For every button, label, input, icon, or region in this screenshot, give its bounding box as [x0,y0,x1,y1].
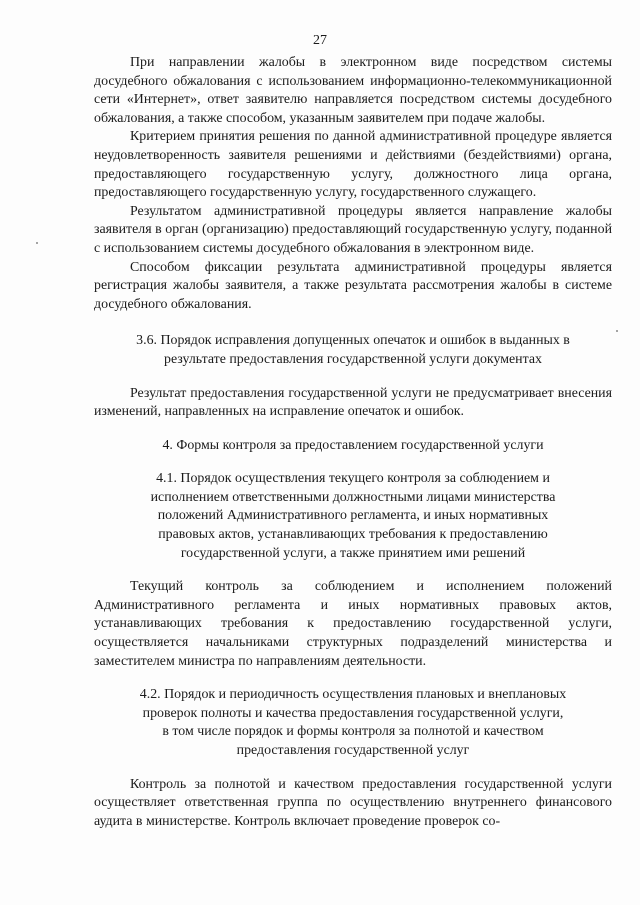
page-number: 27 [313,33,327,48]
heading-section-4-2: 4.2. Порядок и периодичность осуществления плановых и внеплановых проверок полноты и качества предоставления государственной услуги, в том числе порядок и формы контроля за полнотой и качеством предоставления государственной услуг [139,687,567,758]
heading-section-4-1: 4.1. Порядок осуществления текущего контроля за соблюдением и исполнением ответственными должностными лицами министерства положений Административного регламента, и иных нормативных правовых актов, устанавливающих требования к предоставлению государственной услуги, а также принятием ими решений [150,471,556,561]
scan-speck [616,330,618,332]
paragraph-quality-control: Контроль за полнотой и качеством предоставления государственной услуги осуществляет ответственная группа по осуществлению внутреннего финансового аудита в министерстве. Контроль включает проведение проверок со- [94,776,612,829]
paragraph-procedure-result: Результатом административной процедуры является направление жалобы заявителя в орган (организацию) предоставляющий государственную услугу, поданной с использованием системы досудебного обжалования в электронном виде. [94,203,612,256]
document-body [94,54,612,831]
paragraph-current-control: Текущий контроль за соблюдением и исполнением положений Административного регламента и иных нормативных правовых актов, устанавливающих требования к предоставлению государственной услуги, осуществляется начальниками структурных подразделений министерства и заместителем министра по направлениям деятельности. [94,579,612,669]
paragraph-decision-criterion: Критерием принятия решения по данной административной процедуре является неудовлетворенность заявителя решениями и действиями (бездействиями) органа, предоставляющего государственную услугу, должностного лица органа, предоставляющего государственную услугу, государственного служащего. [94,129,612,201]
paragraph-result-fixation: Способом фиксации результата административной процедуры является регистрация жалобы заявителя, а также результата рассмотрения жалобы в системе досудебного обжалования. [94,259,612,312]
heading-section-4: 4. Формы контроля за предоставлением государственной услуги [162,437,544,453]
heading-section-3-6: 3.6. Порядок исправления допущенных опечаток и ошибок в выданных в результате предоставления государственной услуги документах [136,333,570,367]
paragraph-electronic-reply: При направлении жалобы в электронном виде посредством системы досудебного обжалования с использованием информационно-телекоммуникационной сети «Интернет», ответ заявителю направляется посредством системы досудебного обжалования, а также способом, указанным заявителем при подаче жалобы. [94,55,612,126]
paragraph-no-corrections: Результат предоставления государственной услуги не предусматривает внесения изменений, направленных на исправление опечаток и ошибок. [94,385,612,420]
scan-speck [36,242,38,244]
